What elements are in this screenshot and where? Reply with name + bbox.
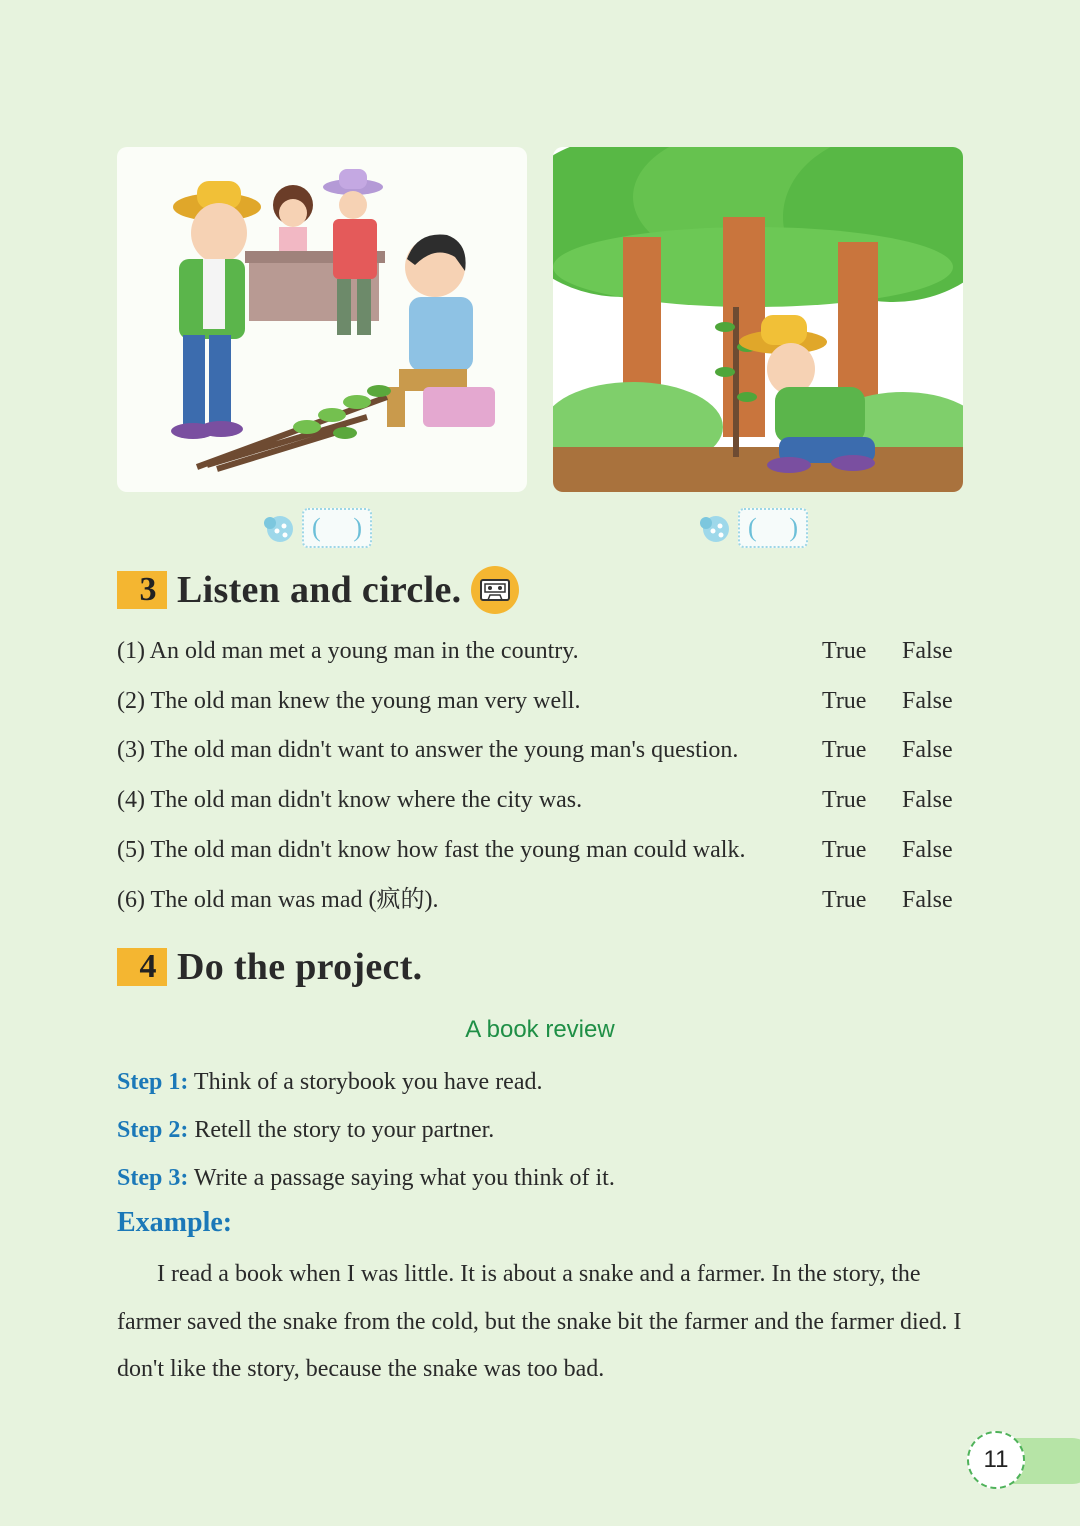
illustration-people-talking: [117, 147, 527, 492]
section-4-heading: [117, 945, 422, 989]
illustration-planting-tree: [553, 147, 963, 492]
question-text: (5) The old man didn't know how fast the young man could walk.: [117, 837, 746, 863]
step-3: [117, 1158, 615, 1198]
false-option[interactable]: False: [902, 787, 953, 813]
question-text: (4) The old man didn't know where the city was.: [117, 787, 583, 813]
step-label: Step 3:: [117, 1165, 189, 1191]
ladybug-icon: [698, 511, 732, 545]
false-option[interactable]: False: [902, 638, 953, 664]
section-3-title: Listen and circle.: [177, 569, 462, 611]
cassette-icon[interactable]: [471, 566, 519, 614]
false-option[interactable]: False: [902, 837, 953, 863]
paren-open: (: [748, 513, 757, 542]
paren-open: (: [312, 513, 321, 542]
true-option[interactable]: True: [822, 638, 867, 664]
paren-close: ): [353, 513, 362, 542]
page-number: 11: [967, 1431, 1025, 1489]
step-label: Step 2:: [117, 1117, 189, 1143]
question-row: [117, 631, 967, 671]
question-row: [117, 780, 967, 820]
true-option[interactable]: True: [822, 837, 867, 863]
true-option[interactable]: True: [822, 887, 867, 913]
section-3-number: 3: [117, 571, 167, 609]
example-heading: Example:: [117, 1207, 233, 1238]
step-2: [117, 1110, 494, 1150]
question-text: (1) An old man met a young man in the country.: [117, 638, 579, 664]
paren-close: ): [789, 513, 798, 542]
section-4-title: Do the project.: [177, 946, 423, 988]
question-text: (3) The old man didn't want to answer the young man's question.: [117, 737, 739, 763]
question-row: [117, 730, 967, 770]
answer-box-picture-2[interactable]: [698, 506, 822, 550]
ladybug-icon: [262, 511, 296, 545]
true-option[interactable]: True: [822, 688, 867, 714]
true-option[interactable]: True: [822, 787, 867, 813]
step-text: Write a passage saying what you think of it.: [188, 1165, 615, 1191]
section-3-heading: [117, 566, 519, 614]
answer-box-picture-1[interactable]: [262, 506, 386, 550]
question-text: (2) The old man knew the young man very well.: [117, 688, 581, 714]
step-1: [117, 1062, 542, 1102]
step-text: Retell the story to your partner.: [188, 1117, 495, 1143]
question-text: (6) The old man was mad (疯的).: [117, 887, 439, 913]
question-row: [117, 880, 967, 920]
step-label: Step 1:: [117, 1069, 189, 1095]
false-option[interactable]: False: [902, 887, 953, 913]
false-option[interactable]: False: [902, 737, 953, 763]
project-subtitle: A book review: [465, 1016, 615, 1043]
question-row: [117, 681, 967, 721]
step-text: Think of a storybook you have read.: [188, 1069, 543, 1095]
section-4-number: 4: [117, 948, 167, 986]
true-option[interactable]: True: [822, 737, 867, 763]
false-option[interactable]: False: [902, 688, 953, 714]
example-paragraph: I read a book when I was little. It is about a snake and a farmer. In the story, the farmer saved the snake from the cold, but the snake bit the farmer and the farmer died. I don't like the story, because the snake was too bad.: [117, 1261, 962, 1382]
question-row: [117, 830, 967, 870]
